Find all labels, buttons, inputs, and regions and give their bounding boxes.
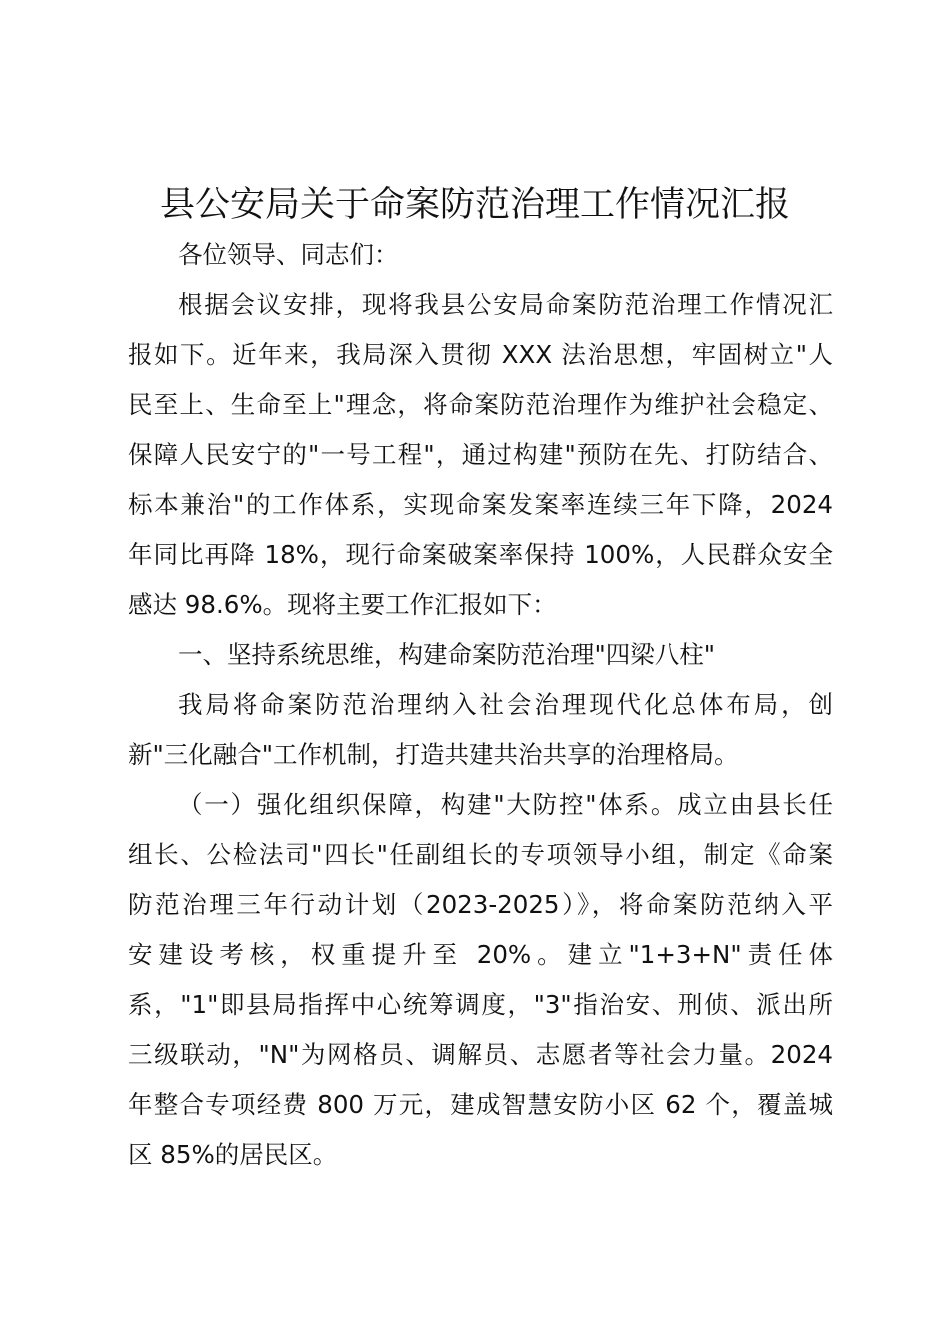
paragraph-line: 根据会议安排，现将我县公安局命案防范治理工作情况汇 <box>178 290 833 319</box>
paragraph-line: 报如下。近年来，我局深入贯彻 XXX 法治思想，牢固树立"人 <box>128 340 833 369</box>
section-heading: 一、坚持系统思维，构建命案防范治理"四梁八柱" <box>178 640 716 669</box>
paragraph-line: 区 85%的居民区。 <box>128 1140 338 1169</box>
paragraph-line: 系，"1"即县局指挥中心统筹调度，"3"指治安、刑侦、派出所 <box>128 990 833 1019</box>
paragraph-line: 组长、公检法司"四长"任副组长的专项领导小组，制定《命案 <box>128 840 833 869</box>
paragraph-line: 年同比再降 18%，现行命案破案率保持 100%，人民群众安全 <box>128 540 833 569</box>
salutation: 各位领导、同志们： <box>178 240 399 269</box>
paragraph-line: 年整合专项经费 800 万元，建成智慧安防小区 62 个，覆盖城 <box>128 1090 833 1119</box>
paragraph-line: 民至上、生命至上"理念，将命案防范治理作为维护社会稳定、 <box>128 390 833 419</box>
paragraph-line: 我局将命案防范治理纳入社会治理现代化总体布局，创 <box>178 690 833 719</box>
paragraph-line: 保障人民安宁的"一号工程"，通过构建"预防在先、打防结合、 <box>128 440 833 469</box>
paragraph-line: 标本兼治"的工作体系，实现命案发案率连续三年下降，2024 <box>128 490 833 519</box>
document-title: 县公安局关于命案防范治理工作情况汇报 <box>159 185 790 225</box>
paragraph-line: 感达 98.6%。现将主要工作汇报如下： <box>128 590 557 619</box>
paragraph-line: 三级联动，"N"为网格员、调解员、志愿者等社会力量。2024 <box>128 1040 833 1069</box>
paragraph-line: 安建设考核，权重提升至 20%。建立"1+3+N"责任体 <box>128 940 833 969</box>
paragraph-line: 新"三化融合"工作机制，打造共建共治共享的治理格局。 <box>128 740 739 769</box>
paragraph-line: 防范治理三年行动计划（2023-2025）》，将命案防范纳入平 <box>128 890 833 919</box>
paragraph-line: （一）强化组织保障，构建"大防控"体系。成立由县长任 <box>178 790 833 819</box>
